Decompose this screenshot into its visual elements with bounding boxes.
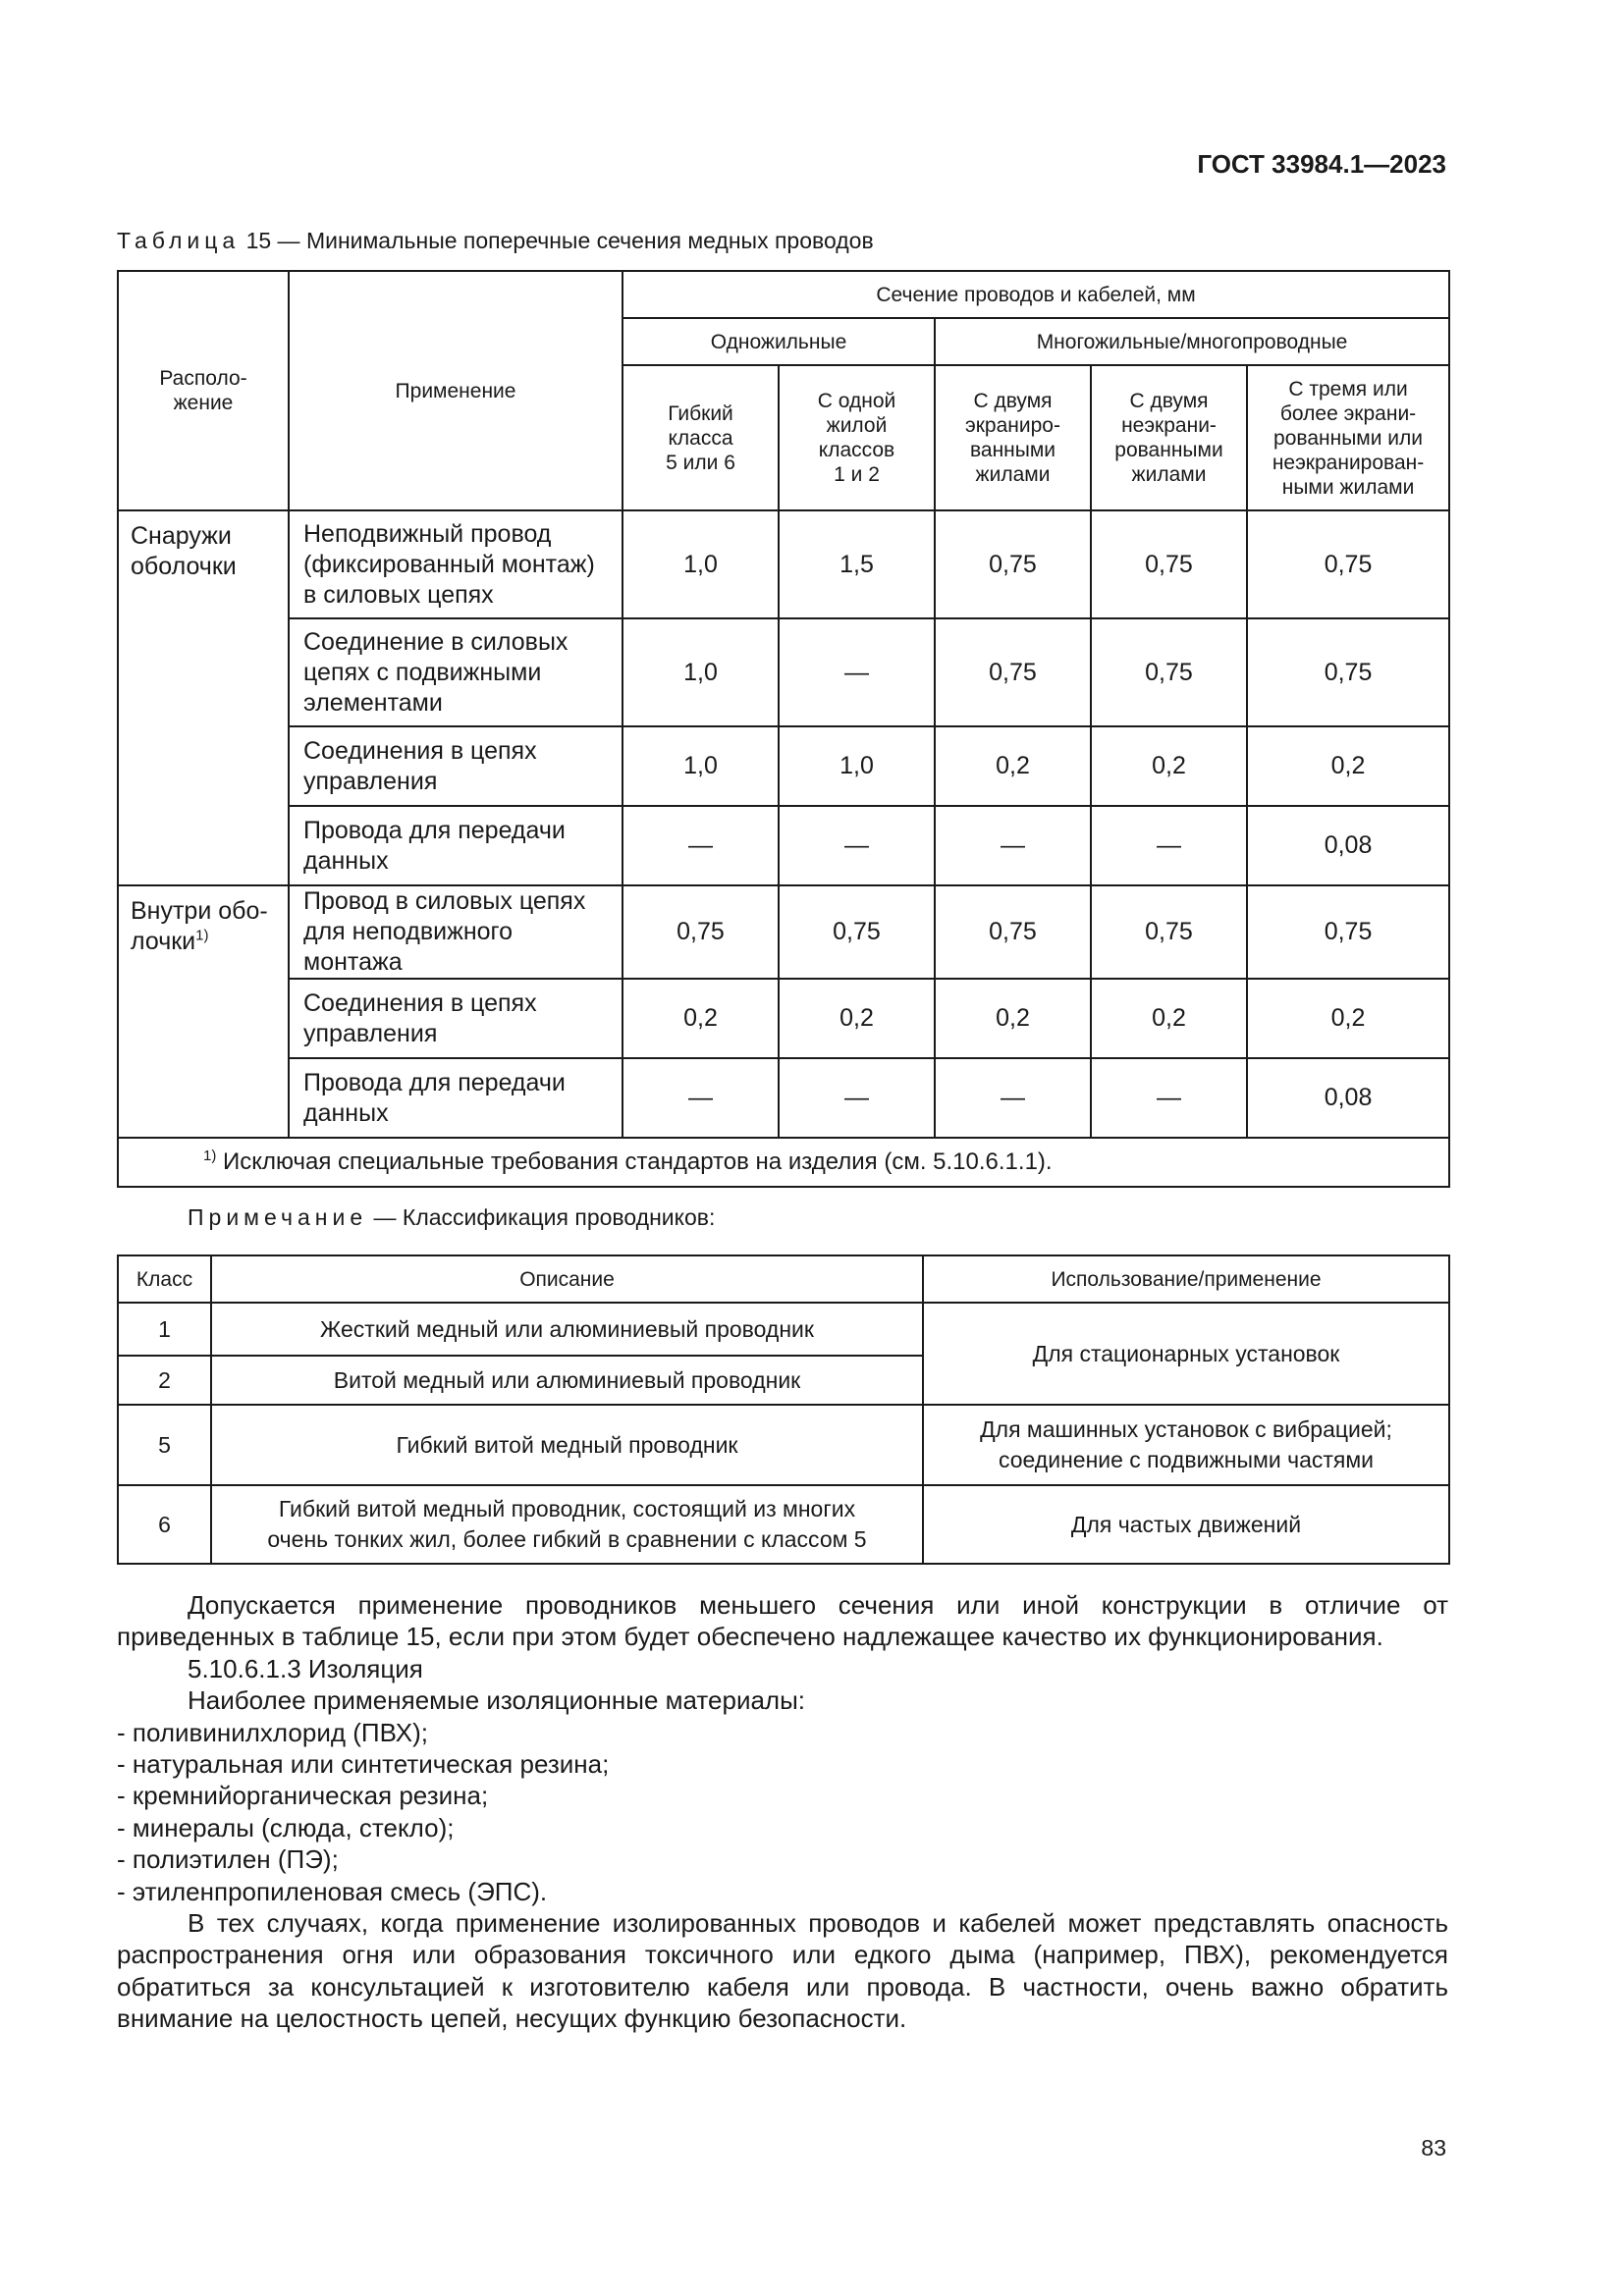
header-col bbox=[935, 365, 1091, 510]
paragraph: Допускается применение проводников меньшего сечения или иной конструкции в отличие от приведенных в таблице 15, если при этом будет обеспечено надлежащее качество их функционирования. bbox=[117, 1590, 1448, 1652]
value-cell: — bbox=[779, 806, 935, 885]
value-cell: — bbox=[1091, 806, 1247, 885]
value-cell: 1,0 bbox=[779, 726, 935, 806]
classification-table bbox=[117, 1255, 1450, 1565]
header-application: Применение bbox=[289, 271, 623, 510]
header-col-text: С двумя экраниро- ванными жилами bbox=[965, 390, 1060, 486]
value-cell: 0,75 bbox=[935, 885, 1091, 979]
value-cell: 0,75 bbox=[1091, 618, 1247, 726]
footnote-text: Исключая специальные требования стандартов на изделия (см. 5.10.6.1.1). bbox=[216, 1148, 1053, 1175]
application-text: Провода для передачи данных bbox=[303, 1068, 566, 1127]
caption-prefix: Таблица bbox=[117, 228, 241, 253]
application-cell bbox=[289, 510, 623, 618]
application-text: Соединение в силовых цепях с подвижными элементами bbox=[303, 627, 568, 717]
application-text: Соединения в цепях управления bbox=[303, 736, 537, 795]
header-col bbox=[1247, 365, 1449, 510]
value-cell: 0,75 bbox=[935, 618, 1091, 726]
value-cell: 0,08 bbox=[1247, 806, 1449, 885]
header-col bbox=[623, 365, 779, 510]
value-cell: 0,75 bbox=[1247, 510, 1449, 618]
class-number: 5 bbox=[118, 1405, 211, 1485]
header-col-text: С двумя неэкрани- рованными жилами bbox=[1114, 390, 1223, 486]
value-cell: 0,08 bbox=[1247, 1058, 1449, 1138]
list-item: - поливинилхлорид (ПВХ); bbox=[117, 1717, 429, 1747]
table-caption bbox=[117, 228, 874, 254]
section-heading: 5.10.6.1.3 Изоляция bbox=[188, 1653, 423, 1683]
value-cell: 0,75 bbox=[935, 510, 1091, 618]
list-item: - этиленпропиленовая смесь (ЭПС). bbox=[117, 1876, 548, 1906]
usage-header: Использование/применение bbox=[923, 1255, 1449, 1303]
note-label: Примечание bbox=[188, 1204, 368, 1230]
note-text: — Классификация проводников: bbox=[367, 1204, 716, 1230]
value-cell: 0,75 bbox=[1247, 618, 1449, 726]
value-cell: — bbox=[779, 1058, 935, 1138]
value-cell: 0,75 bbox=[779, 885, 935, 979]
value-cell: 0,75 bbox=[1247, 885, 1449, 979]
header-single-core: Одножильные bbox=[623, 318, 935, 365]
value-cell: — bbox=[623, 1058, 779, 1138]
header-section: Сечение проводов и кабелей, мм bbox=[623, 271, 1449, 318]
class-number: 6 bbox=[118, 1485, 211, 1564]
location-inside bbox=[118, 885, 289, 1138]
application-cell bbox=[289, 1058, 623, 1138]
application-text: Провод в силовых цепях для неподвижного монтажа bbox=[303, 887, 586, 976]
note bbox=[188, 1204, 715, 1231]
list-item: - минералы (слюда, стекло); bbox=[117, 1812, 455, 1842]
value-cell: — bbox=[935, 806, 1091, 885]
header-multi-core: Многожильные/многопроводные bbox=[935, 318, 1449, 365]
footnote-ref: 1) bbox=[195, 927, 209, 944]
value-cell: 0,2 bbox=[623, 979, 779, 1058]
header-col-text: С тремя или более экрани- рованными или неэкранирован- ными жилами bbox=[1272, 377, 1425, 499]
class-description-text: Гибкий витой медный проводник, состоящий из многих очень тонких жил, более гибкий в сравнении с классом 5 bbox=[267, 1496, 867, 1552]
list-item: - полиэтилен (ПЭ); bbox=[117, 1844, 339, 1875]
location-inside-text: Внутри обо- лочки bbox=[131, 897, 268, 955]
caption-text: 15 — Минимальные поперечные сечения медных проводов bbox=[245, 228, 874, 253]
value-cell: 1,0 bbox=[623, 510, 779, 618]
header-col bbox=[779, 365, 935, 510]
application-text: Соединения в цепях управления bbox=[303, 988, 537, 1047]
location-outside-text: Снаружи оболочки bbox=[131, 522, 237, 580]
paragraph: Наиболее применяемые изоляционные материалы: bbox=[188, 1685, 806, 1716]
application-text: Неподвижный провод (фиксированный монтаж) в силовых цепях bbox=[303, 519, 595, 609]
list-item: - натуральная или синтетическая резина; bbox=[117, 1749, 610, 1780]
class-description: Гибкий витой медный проводник bbox=[211, 1405, 923, 1485]
footnote-mark: 1) bbox=[203, 1148, 217, 1164]
value-cell: 0,75 bbox=[1091, 885, 1247, 979]
table-15 bbox=[117, 270, 1450, 1188]
value-cell: 1,0 bbox=[623, 726, 779, 806]
value-cell: 0,75 bbox=[1091, 510, 1247, 618]
application-cell bbox=[289, 979, 623, 1058]
value-cell: 0,75 bbox=[623, 885, 779, 979]
class-description: Витой медный или алюминиевый проводник bbox=[211, 1356, 923, 1405]
value-cell: 0,2 bbox=[935, 979, 1091, 1058]
header-col-text: Гибкий класса 5 или 6 bbox=[666, 401, 735, 474]
table-footnote bbox=[118, 1138, 1449, 1187]
header-location bbox=[118, 271, 289, 510]
class-number: 1 bbox=[118, 1303, 211, 1356]
value-cell: — bbox=[623, 806, 779, 885]
class-number: 2 bbox=[118, 1356, 211, 1405]
class-usage: Для стационарных установок bbox=[923, 1303, 1449, 1405]
value-cell: 1,0 bbox=[623, 618, 779, 726]
location-outside bbox=[118, 510, 289, 885]
class-usage bbox=[923, 1405, 1449, 1485]
class-description bbox=[211, 1485, 923, 1564]
value-cell: 1,5 bbox=[779, 510, 935, 618]
class-header: Класс bbox=[118, 1255, 211, 1303]
application-cell bbox=[289, 618, 623, 726]
class-usage: Для частых движений bbox=[923, 1485, 1449, 1564]
application-cell bbox=[289, 726, 623, 806]
description-header: Описание bbox=[211, 1255, 923, 1303]
value-cell: — bbox=[935, 1058, 1091, 1138]
application-text: Провода для передачи данных bbox=[303, 816, 566, 875]
value-cell: — bbox=[1091, 1058, 1247, 1138]
value-cell: 0,2 bbox=[1091, 979, 1247, 1058]
application-cell bbox=[289, 885, 623, 979]
class-description: Жесткий медный или алюминиевый проводник bbox=[211, 1303, 923, 1356]
header-location-text: Располо- жение bbox=[159, 367, 247, 414]
header-col bbox=[1091, 365, 1247, 510]
value-cell: 0,2 bbox=[1091, 726, 1247, 806]
body-text bbox=[117, 1589, 1448, 2035]
value-cell: 0,2 bbox=[1247, 726, 1449, 806]
page-number: 83 bbox=[1421, 2135, 1446, 2161]
application-cell bbox=[289, 806, 623, 885]
list-item: - кремнийорганическая резина; bbox=[117, 1781, 489, 1811]
paragraph: В тех случаях, когда применение изолированных проводов и кабелей может представлять опасность распространения огня или образования токсичного или едкого дыма (например, ПВХ), рекомендуется обратиться за консультацией к изготовителю кабеля или провода. В частности, очень важно обратить внимание на целостность цепей, несущих функцию безопасности. bbox=[117, 1908, 1448, 2034]
value-cell: — bbox=[779, 618, 935, 726]
class-usage-text: Для машинных установок с вибрацией; соединение с подвижными частями bbox=[980, 1416, 1392, 1472]
header-col-text: С одной жилой классов 1 и 2 bbox=[817, 390, 896, 486]
value-cell: 0,2 bbox=[1247, 979, 1449, 1058]
value-cell: 0,2 bbox=[779, 979, 935, 1058]
value-cell: 0,2 bbox=[935, 726, 1091, 806]
standard-number: ГОСТ 33984.1—2023 bbox=[1197, 149, 1446, 179]
